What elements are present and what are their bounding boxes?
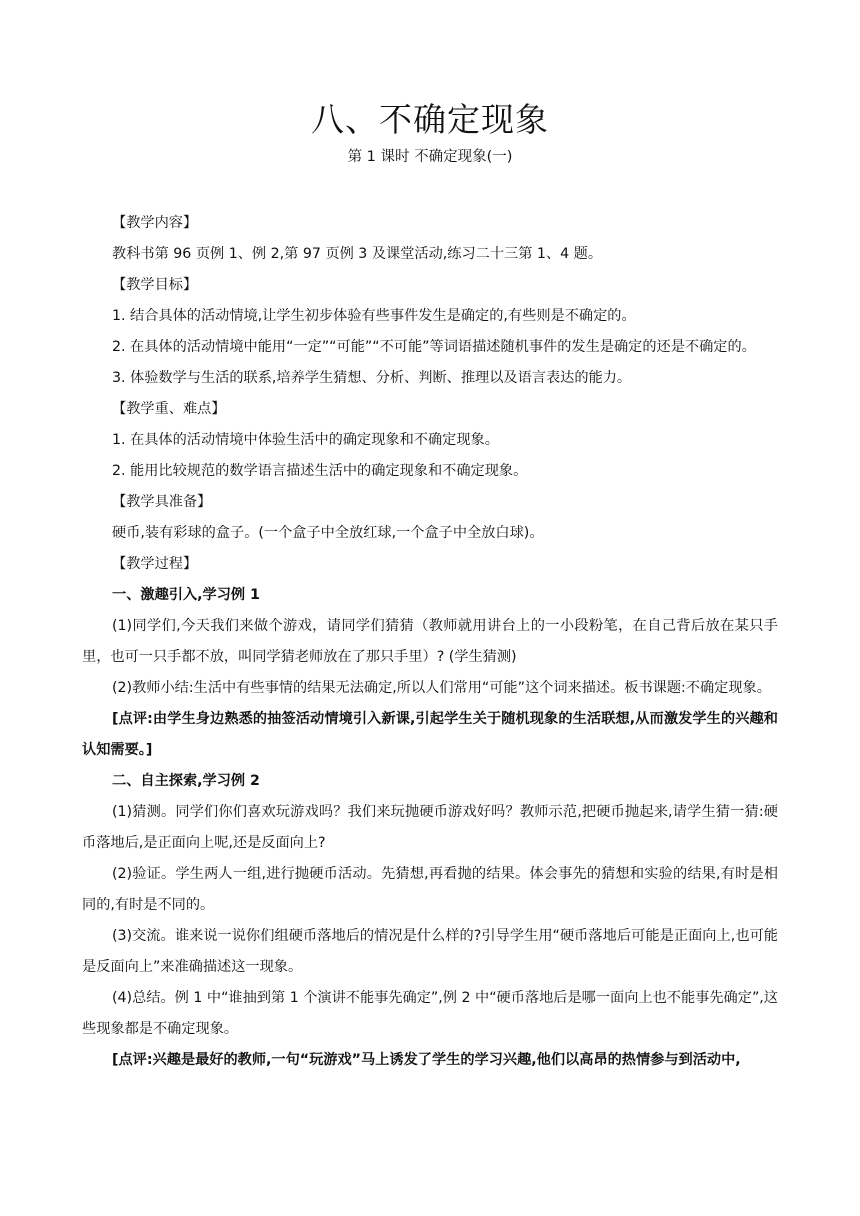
paragraph: 【教学目标】 [112, 277, 198, 293]
paragraph: (2)教师小结:生活中有些事情的结果无法确定,所以人们常用“可能”这个词来描述。板书课题:不确定现象。 [112, 680, 771, 696]
paragraph: 【教学内容】 [112, 215, 198, 231]
page-subtitle: 第 1 课时 不确定现象(一) [347, 149, 513, 165]
paragraph: (3)交流。谁来说一说你们组硬币落地后的情况是什么样的?引导学生用“硬币落地后可能是正面向上,也可能是反面向上”来准确描述这一现象。 [82, 928, 778, 975]
paragraph: 二、自主探索,学习例 2 [112, 773, 260, 789]
paragraph: (1)同学们,今天我们来做个游戏，请同学们猜猜（教师就用讲台上的一小段粉笔，在自己背后放在某只手里，也可一只手都不放，叫同学猜老师放在了那只手里）? (学生猜测) [82, 618, 778, 665]
paragraph: [点评:由学生身边熟悉的抽签活动情境引入新课,引起学生关于随机现象的生活联想,从而激发学生的兴趣和认知需要。] [82, 711, 778, 758]
paragraph: (4)总结。例 1 中“谁抽到第 1 个演讲不能事先确定”,例 2 中“硬币落地后是哪一面向上也不能事先确定”,这些现象都是不确定现象。 [82, 990, 778, 1037]
paragraph: 教科书第 96 页例 1、例 2,第 97 页例 3 及课堂活动,练习二十三第 1、4 题。 [112, 246, 603, 262]
paragraph: 【教学具准备】 [112, 494, 212, 510]
paragraph: 【教学重、难点】 [112, 401, 226, 417]
paragraph: (1)猜测。同学们你们喜欢玩游戏吗？我们来玩抛硬币游戏好吗？教师示范,把硬币抛起来,请学生猜一猜:硬币落地后,是正面向上呢,还是反面向上? [82, 804, 778, 851]
paragraph: 3. 体验数学与生活的联系,培养学生猜想、分析、判断、推理以及语言表达的能力。 [112, 370, 632, 386]
paragraph: 2. 能用比较规范的数学语言描述生活中的确定现象和不确定现象。 [112, 463, 528, 479]
paragraph: 1. 在具体的活动情境中体验生活中的确定现象和不确定现象。 [112, 432, 499, 448]
paragraph: 硬币,装有彩球的盒子。(一个盒子中全放红球,一个盒子中全放白球)。 [112, 525, 544, 541]
paragraph: 一、激趣引入,学习例 1 [112, 587, 260, 603]
paragraph: 1. 结合具体的活动情境,让学生初步体验有些事件发生是确定的,有些则是不确定的。 [112, 308, 636, 324]
paragraph: 2. 在具体的活动情境中能用“一定”“可能”“不可能”等词语描述随机事件的发生是确定的还是不确定的。 [112, 339, 756, 355]
document-body [82, 208, 778, 1076]
paragraph: [点评:兴趣是最好的教师,一句“玩游戏”马上诱发了学生的学习兴趣,他们以高昂的热情参与到活动中, [112, 1052, 741, 1068]
paragraph: (2)验证。学生两人一组,进行抛硬币活动。先猜想,再看抛的结果。体会事先的猜想和实验的结果,有时是相同的,有时是不同的。 [82, 866, 778, 913]
page-title: 八、不确定现象 [311, 100, 549, 139]
paragraph: 【教学过程】 [112, 556, 198, 572]
